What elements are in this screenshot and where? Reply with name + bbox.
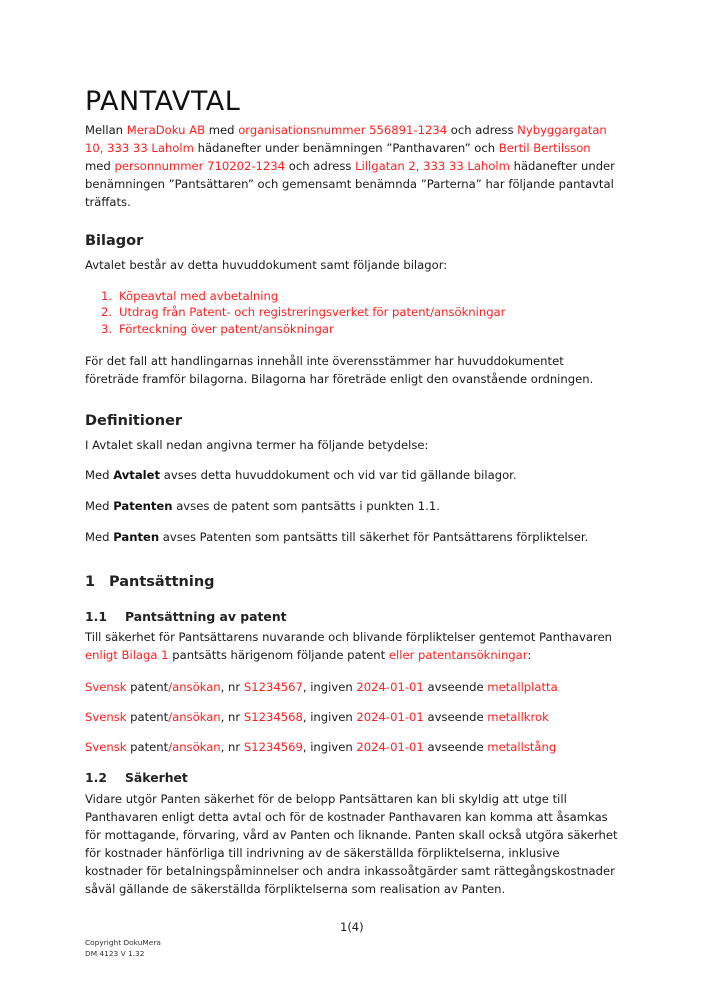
copyright-text: Copyright DokuMera (85, 938, 161, 947)
party2-pnr: personnummer 710202-1234 (114, 159, 286, 173)
patent-re-label: avseende (423, 680, 488, 694)
section-1-2-body: Vidare utgör Panten säkerhet för de belopp Pantsättaren kan bli skyldig att utge till Panthavaren enligt detta avtal och för de kostnader Panthavaren kan komma att åsamkas för mottagande, förvaring, vård av Panten och liknande. Panten skall också utgöra säkerhet för kostnader hänförliga till indrivning av de säkerställda förpliktelserna, inklusive kostnader för betalningspåminnelser och andra inkassoåtgärder samt rättegångskostnader såväl gällande de säkerställda förpliktelserna som realisation av Panten. (85, 792, 618, 896)
patent-entry (85, 708, 625, 726)
intro-text: och adress (447, 123, 518, 137)
body-text: Till säkerhet för Pantsättarens nuvarande och blivande förpliktelser gentemot Panthavaren (85, 630, 612, 644)
definition-text: avses de patent som pantsätts i punkten 1.1. (172, 499, 440, 513)
party2-name: Bertil Bertilsson (498, 141, 591, 155)
intro-text: Mellan (85, 123, 127, 137)
patent-type: patent (126, 740, 169, 754)
section-1-1-body (85, 628, 625, 664)
intro-paragraph (85, 121, 615, 211)
bilaga-reference: enligt Bilaga 1 (85, 648, 169, 662)
bilagor-lead: Avtalet består av detta huvuddokument samt följande bilagor: (85, 258, 448, 272)
document-title: PANTAVTAL (85, 86, 241, 117)
patent-date: 2024-01-01 (356, 740, 424, 754)
patent-subject: metallstång (487, 740, 557, 754)
bilaga-item (85, 321, 625, 337)
patent-type-alt: /ansökan (168, 680, 221, 694)
section-number: 1.2 (85, 770, 107, 785)
definition-text: Med (85, 530, 114, 544)
patent-number: S1234569 (243, 740, 303, 754)
patent-subject: metallkrok (487, 710, 549, 724)
definition-text: Med (85, 468, 114, 482)
bilaga-label: Förteckning över patent/ansökningar (119, 321, 334, 336)
intro-text: med (205, 123, 239, 137)
bilagor-precedence: För det fall att handlingarnas innehåll inte överensstämmer har huvuddokumentet företräde framför bilagorna. Bilagorna har företräde enligt den ovanstående ordningen. (85, 354, 594, 386)
definitioner-heading: Definitioner (85, 413, 183, 429)
patent-filed-label: , ingiven (302, 680, 357, 694)
party1-address: Nybyggargatan 10, 333 33 Laholm (85, 123, 607, 155)
bilaga-item (85, 288, 625, 304)
definition-text: Med (85, 499, 114, 513)
patent-alternative: eller patentansökningar (388, 648, 528, 662)
party1-name: MeraDoku AB (126, 123, 206, 137)
body-text: : (527, 648, 532, 662)
patent-number: S1234567 (243, 680, 303, 694)
section-1-heading (85, 574, 215, 590)
patent-type: patent (126, 710, 169, 724)
intro-text: och adress (285, 159, 356, 173)
section-1-2-heading (85, 770, 188, 785)
bilaga-label: Köpeavtal med avbetalning (119, 289, 279, 303)
patent-country: Svensk (85, 680, 127, 694)
definition-item (85, 528, 625, 546)
section-title: Pantsättning av patent (125, 609, 287, 624)
definition-term: Panten (113, 530, 160, 544)
definition-item (85, 497, 625, 515)
bilaga-number: 2. (101, 305, 113, 320)
patent-date: 2024-01-01 (356, 710, 424, 724)
party1-orgnr: organisationsnummer 556891-1234 (238, 123, 448, 137)
section-1-1-heading (85, 609, 287, 624)
bilagor-list (85, 288, 625, 337)
bilaga-number: 3. (101, 321, 113, 336)
patent-country: Svensk (85, 710, 127, 724)
bilagor-heading: Bilagor (85, 233, 144, 249)
section-title: Pantsättning (109, 574, 215, 590)
patent-entry (85, 678, 625, 696)
patent-nr-label: , nr (220, 740, 244, 754)
document-id: DM 4123 V 1.32 (85, 949, 145, 958)
definition-text: avses detta huvuddokument och vid var tid gällande bilagor. (160, 468, 517, 482)
patent-subject: metallplatta (487, 680, 558, 694)
patent-filed-label: , ingiven (302, 740, 357, 754)
section-title: Säkerhet (125, 770, 188, 785)
intro-text: med (85, 159, 115, 173)
footer-copyright-block (85, 937, 161, 959)
patent-number: S1234568 (243, 710, 303, 724)
patent-date: 2024-01-01 (356, 680, 424, 694)
definition-text: avses Patenten som pantsätts till säkerhet för Pantsättarens förpliktelser. (159, 530, 589, 544)
definitioner-lead: I Avtalet skall nedan angivna termer ha följande betydelse: (85, 438, 429, 452)
patent-nr-label: , nr (220, 680, 244, 694)
bilaga-number: 1. (101, 289, 113, 303)
bilaga-item (85, 304, 625, 320)
party2-address: Lillgatan 2, 333 33 Laholm (355, 159, 510, 173)
intro-text: hädanefter under benämningen ”Pantsättaren” och gemensamt benämnda ”Parterna” har följande pantavtal träffats. (85, 159, 615, 209)
section-number: 1.1 (85, 609, 107, 624)
definition-term: Avtalet (113, 468, 161, 482)
patent-re-label: avseende (423, 710, 488, 724)
page-number: 1(4) (340, 920, 364, 934)
patent-filed-label: , ingiven (302, 710, 357, 724)
intro-text: hädanefter under benämningen ”Panthavaren” och (193, 141, 499, 155)
definition-item (85, 466, 625, 484)
section-number: 1 (85, 574, 96, 590)
definition-term: Patenten (113, 499, 173, 513)
patent-type-alt: /ansökan (168, 740, 221, 754)
bilaga-label: Utdrag från Patent- och registreringsverket för patent/ansökningar (119, 305, 506, 320)
patent-type: patent (126, 680, 169, 694)
patent-nr-label: , nr (220, 710, 244, 724)
patent-entry (85, 738, 625, 756)
patent-type-alt: /ansökan (168, 710, 221, 724)
body-text: pantsätts härigenom följande patent (168, 648, 389, 662)
patent-re-label: avseende (423, 740, 488, 754)
patent-country: Svensk (85, 740, 127, 754)
